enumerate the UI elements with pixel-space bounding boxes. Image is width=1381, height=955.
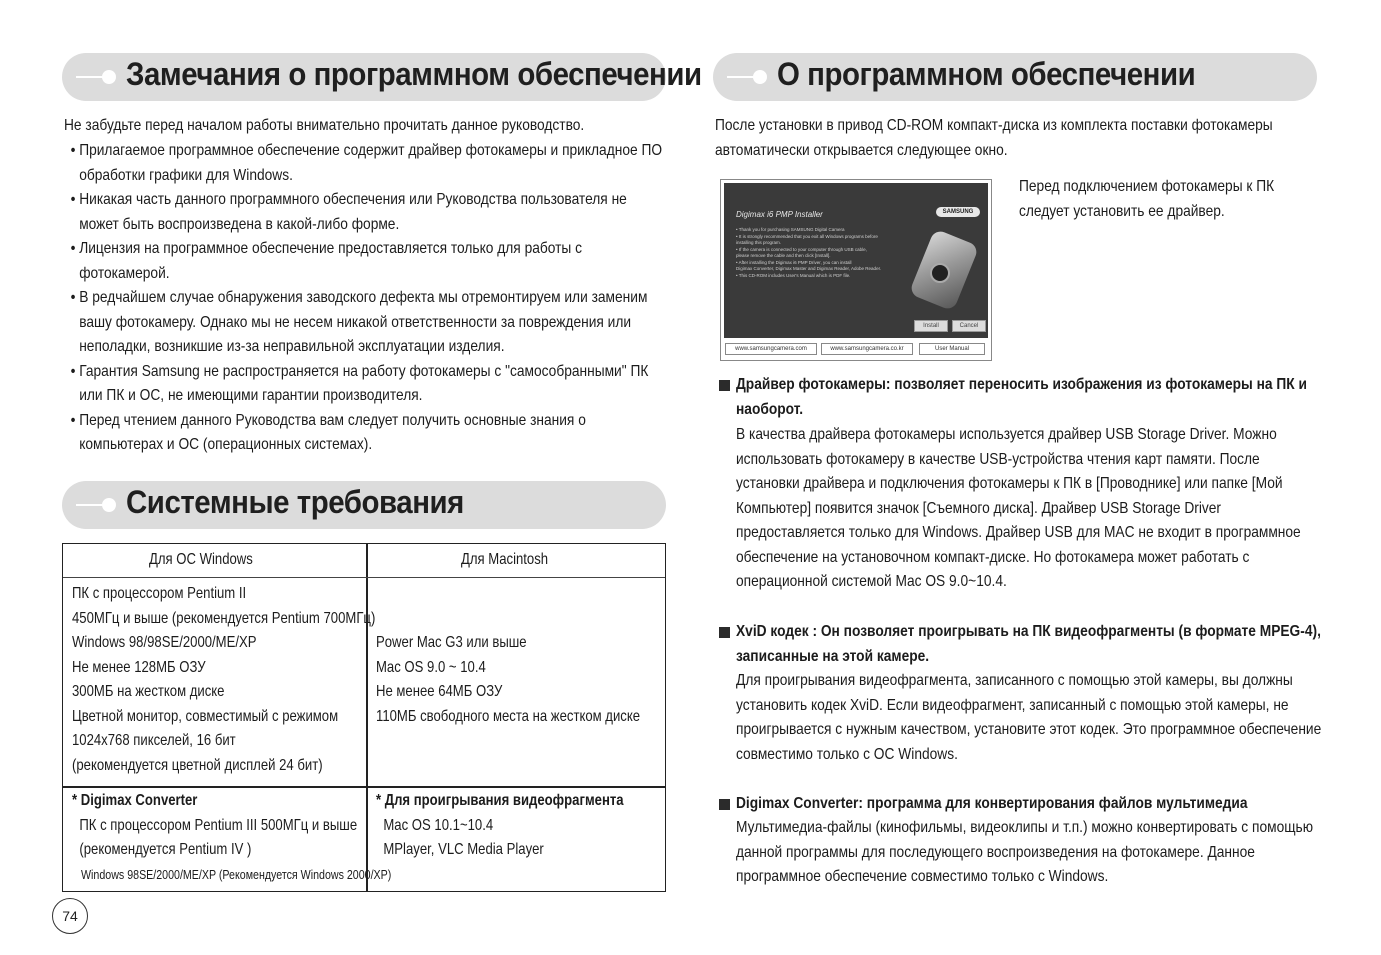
list-item: • Гарантия Samsung не распространяется на работу фотокамеры с "самособранными" ПК или ПК и ОС, не имеющими гарантии производителя. [70, 362, 649, 404]
table-divider [63, 577, 665, 578]
table-header-mac: Для Macintosh [461, 551, 549, 568]
section-title-bar [713, 53, 1317, 101]
page-number: 74 [52, 898, 88, 934]
notes-list [62, 139, 662, 458]
list-item: • Лицензия на программное обеспечение предоставляется только для работы с фотокамерой. [70, 240, 583, 282]
table-header-windows: Для ОС Windows [149, 551, 253, 568]
side-note: Перед подключением фотокамеры к ПК следует установить ее драйвер. [1019, 178, 1275, 220]
converter-os-note: Windows 98SE/2000/ME/XP (Рекомендуется Windows 2000/XP) [81, 867, 392, 882]
installer-panel [724, 183, 988, 338]
section-title: Системные требования [126, 484, 464, 520]
requirements-table [62, 543, 666, 892]
table-divider [63, 786, 665, 788]
list-item: • В редчайшем случае обнаружения заводского дефекта мы отремонтируем или заменим вашу фотокамеру. Однако мы не несем никакой ответственности за повреждения или неполадки, возникшие из-за неправильной эксплуатации изделия. [70, 289, 648, 355]
user-manual-button[interactable]: User Manual [919, 343, 985, 355]
section-title-bar [62, 53, 702, 101]
install-button[interactable]: Install [914, 320, 948, 332]
list-item: • Прилагаемое программное обеспечение содержит драйвер фотокамеры и прикладное ПО обработки графики для Windows. [70, 142, 663, 184]
windows-requirements: ПК с процессором Pentium II 450МГц и выше (рекомендуется Pentium 700МГц) Windows 98/98SE/2000/ME/XP Не менее 128МБ ОЗУ 300МБ на жестком диске Цветной монитор, совместимый с режимом 1024x768 пикселей, 16 бит (рекомендуется цветной дисплей 24 бит) [72, 585, 376, 774]
installer-window [720, 179, 992, 361]
title-bullet-icon [102, 498, 116, 512]
samsung-logo: SAMSUNG [936, 207, 980, 217]
item-body: В качества драйвера фотокамеры используется драйвер USB Storage Driver. Можно использовать фотокамеру в качестве USB-устройства чтения карт памяти. После установки драйвера и подключения фотокамеры к ПК в [Проводнике] или папке [Мой Компьютер] появится значок [Съемного диска]. Драйвер USB Storage Driver предоставляется только для Windows. Драйвер USB для MAC не входит в программное обеспечение на установочном компакт-диске. Но фотокамера может работать с операционной системой Mac OS 9.0~10.4. [736, 426, 1301, 590]
list-item: • Никакая часть данного программного обеспечения или Руководства пользователя не может быть воспроизведена в какой-либо форме. [70, 191, 627, 233]
intro-text: Не забудьте перед началом работы внимательно прочитать данное руководство. [64, 117, 585, 134]
mac-requirements: Power Mac G3 или выше Mac OS 9.0 ~ 10.4 Не менее 64МБ ОЗУ 110МБ свободного места на жестком диске [376, 634, 641, 725]
installer-title: Digimax i6 PMP Installer [736, 210, 823, 219]
camera-lens-icon [930, 263, 950, 283]
item-heading: XviD кодек : Он позволяет проигрывать на ПК видеофрагменты (в формате MPEG-4), записанные на этой камере. [736, 623, 1321, 665]
website-link[interactable]: www.samsungcamera.com [725, 343, 817, 355]
item-body: Для проигрывания видеофрагмента, записанного с помощью этой камеры, вы должны установить кодек XviD. Если видеофрагмент, записанный с помощью этой камеры, не проигрывается с нужным качеством, установите этот кодек. Это программное обеспечение совместимо только с ОС Windows. [736, 672, 1322, 763]
video-requirements: * Для проигрывания видеофрагмента Mac OS 10.1~10.4 MPlayer, VLC Media Player [376, 792, 624, 858]
intro-text: После установки в привод CD-ROM компакт-диска из комплекта поставки фотокамеры автоматически открывается следующее окно. [715, 117, 1273, 159]
section-title-bar [62, 481, 666, 529]
installer-text: • Thank you for purchasing SAMSUNG Digital Camera • It is strongly recommended that you exit all Windows programs before installing this program. • If the camera is connected to your computer through USB cable, please remove the cable and then click [Install]. • After installing the Digimax i6 PMP Driver, you can install Digimax Converter, Digimax Master and Digimax Reader, Adobe Reader. • This CD-ROM includes User's Manual which is PDF file. [736, 227, 882, 278]
converter-requirements: * Digimax Converter ПК с процессором Pentium III 500МГц и выше (рекомендуется Pentium IV ) [72, 792, 358, 858]
list-item: • Перед чтением данного Руководства вам следует получить основные знания о компьютерах и ОС (операционных системах). [70, 411, 586, 453]
website-link-kr[interactable]: www.samsungcamera.co.kr [821, 343, 913, 355]
item-heading: Драйвер фотокамеры: позволяет переносить изображения из фотокамеры на ПК и наоборот. [736, 376, 1307, 418]
square-bullet-icon [719, 627, 730, 638]
item-heading: Digimax Converter: программа для конвертирования файлов мультимедиа [736, 795, 1248, 812]
square-bullet-icon [719, 380, 730, 391]
title-bullet-icon [102, 70, 116, 84]
item-body: Мультимедиа-файлы (кинофильмы, видеоклипы и т.п.) можно конвертировать с помощью данной программы для последующего воспроизведения на фотокамере. Данное программное обеспечение совместимо только с Windows. [736, 819, 1314, 885]
cancel-button[interactable]: Cancel [952, 320, 986, 332]
square-bullet-icon [719, 799, 730, 810]
section-title: Замечания о программном обеспечении [126, 56, 702, 92]
title-bullet-icon [753, 70, 767, 84]
section-title: О программном обеспечении [777, 56, 1196, 92]
